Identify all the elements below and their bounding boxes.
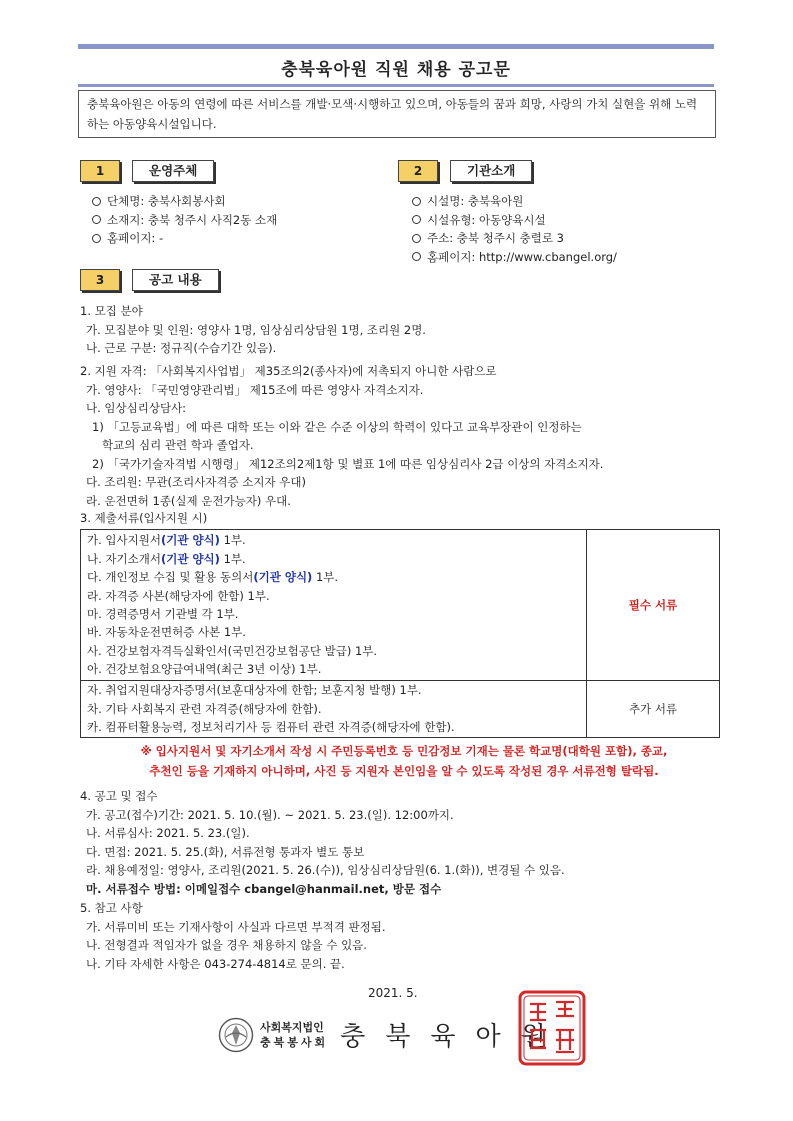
list-item: 홈페이지: http://www.cbangel.org/: [412, 248, 617, 267]
list-item: 시설명: 충북육아원: [412, 192, 617, 211]
reference-block: [80, 899, 720, 973]
bullet-icon: [412, 197, 421, 206]
section-2-list: [412, 192, 617, 266]
documents-heading: 3. 제출서류(입사지원 시): [80, 511, 208, 525]
list-item: 주소: 충북 청주시 충렬로 3: [412, 229, 617, 248]
qualification-block: [80, 362, 720, 510]
title-rule-bottom: [78, 84, 714, 87]
section-1-header: [80, 160, 214, 182]
notice-heading: 4. 공고 및 접수: [80, 789, 158, 803]
notice-block: [80, 787, 720, 898]
intro-box: 충북육아원은 아동의 연령에 따른 서비스를 개발·모색·시행하고 있으며, 아동들의 꿈과 희망, 사랑의 가치 실현을 위해 노력하는 아동양육시설입니다.: [78, 90, 716, 138]
doc-item: 자. 취업지원대상자증명서(보훈대상자에 한함; 보훈지청 발행) 1부.: [87, 683, 422, 698]
org-name: 충북육아원: [340, 1022, 566, 1052]
emblem-icon: [218, 1017, 254, 1053]
bullet-icon: [412, 252, 421, 261]
qualification-line-d: 라. 운전면허 1종(실제 운전가능자) 우대.: [86, 493, 291, 508]
doc-item: 아. 건강보험요양급여내역(최근 3년 이상) 1부.: [87, 662, 322, 677]
reference-line: 나. 기타 자세한 사항은 043-274-4814로 문의. 끝.: [86, 956, 345, 971]
issue-date: 2021. 5.: [368, 986, 418, 1000]
table-row: [81, 530, 720, 681]
additional-docs-tag: 추가 서류: [587, 681, 720, 738]
list-item: 단체명: 충북사회봉사회: [92, 192, 277, 211]
warning-line-2: 추천인 등을 기재하지 아니하며, 사진 등 지원자 본인임을 알 수 있도록 작성된 경우 서류전형 탈락됨.: [149, 764, 659, 778]
reference-line: 가. 서류미비 또는 기재사항이 사실과 다르면 부적격 판정됨.: [86, 919, 386, 934]
section-2-number: 2: [398, 160, 438, 182]
notice-line: 가. 공고(접수)기간: 2021. 5. 10.(월). ~ 2021. 5. 23.(일). 12:00까지.: [86, 807, 454, 822]
warning-note: [80, 741, 728, 781]
recruit-block: [80, 302, 720, 358]
doc-item: 다. 개인정보 수집 및 활용 동의서(기관 양식) 1부.: [87, 570, 339, 585]
doc-item: 카. 컴퓨터활용능력, 정보처리기사 등 컴퓨터 관련 자격증(해당자에 한함).: [87, 720, 455, 735]
qualification-line-c: 다. 조리원: 무관(조리사자격증 소지자 우대): [86, 475, 306, 489]
doc-item: 나. 자기소개서(기관 양식) 1부.: [87, 551, 246, 566]
bullet-icon: [412, 234, 421, 243]
documents-table: [80, 529, 720, 738]
warning-line-1: ※ 입사지원서 및 자기소개서 작성 시 주민등록번호 등 민감정보 기재는 물론 학교명(대학원 포함), 종교,: [140, 744, 668, 758]
section-1-number: 1: [80, 160, 120, 182]
notice-line: 다. 면접: 2021. 5. 25.(화), 서류전형 통과자 별도 통보: [86, 844, 365, 859]
title-bar: [78, 44, 714, 87]
reference-line: 나. 전형결과 적임자가 없을 경우 채용하지 않을 수 있음.: [86, 938, 367, 952]
qualification-sub-2: 2) 「국가기술자격법 시행령」 제12조의2제1항 및 별표 1에 따른 임상심리사 2급 이상의 자격소지자.: [92, 456, 604, 471]
section-1-list: [92, 192, 277, 248]
list-item: 소재지: 충북 청주시 사직2동 소재: [92, 211, 277, 230]
official-seal-stamp: [518, 990, 586, 1066]
recruit-line: 가. 모집분야 및 인원: 영양사 1명, 임상심리상담원 1명, 조리원 2명.: [86, 322, 426, 337]
doc-item: 가. 입사지원서(기관 양식) 1부.: [87, 533, 246, 548]
bullet-icon: [92, 234, 101, 243]
section-2-header: [398, 160, 532, 182]
qualification-line-a: 가. 영양사: 「국민영양관리법」 제15조에 따른 영양사 자격소지자.: [86, 382, 424, 397]
org-corporate-name: 사회복지법인 충북봉사회: [260, 1020, 329, 1049]
table-row: [81, 681, 720, 738]
required-docs-cell: [81, 530, 587, 681]
list-item: 홈페이지: -: [92, 229, 277, 248]
bullet-icon: [92, 215, 101, 224]
additional-docs-cell: [81, 681, 587, 738]
bullet-icon: [92, 197, 101, 206]
recruit-heading: 1. 모집 분야: [80, 304, 143, 318]
qualification-line-b: 나. 임상심리상담사:: [86, 401, 187, 415]
bullet-icon: [412, 215, 421, 224]
page-title: 충북육아원 직원 채용 공고문: [281, 60, 511, 80]
doc-item: 차. 기타 사회복지 관련 자격증(해당자에 한함).: [87, 701, 322, 716]
section-1-label: 운영주체: [132, 160, 214, 182]
doc-item: 사. 건강보험자격득실확인서(국민건강보험공단 발급) 1부.: [87, 643, 378, 658]
notice-line: 라. 채용예정일: 영양사, 조리원(2021. 5. 26.(수)), 임상심리상담원(6. 1.(화)), 변경될 수 있음.: [86, 863, 565, 877]
qualification-sub-1-cont: 학교의 심리 관련 학과 졸업자.: [102, 438, 254, 452]
section-3-label: 공고 내용: [132, 269, 219, 291]
notice-submission-line: 마. 서류접수 방법: 이메일접수 cbangel@hanmail.net, 방문 접수: [86, 881, 442, 896]
section-3-header: [80, 269, 219, 291]
recruit-line: 나. 근로 구분: 정규직(수습기간 있음).: [86, 341, 277, 355]
required-docs-tag: 필수 서류: [587, 530, 720, 681]
doc-item: 바. 자동차운전면허증 사본 1부.: [87, 625, 246, 640]
notice-line: 나. 서류심사: 2021. 5. 23.(일).: [86, 826, 250, 840]
section-3-number: 3: [80, 269, 120, 291]
doc-item: 라. 자격증 사본(해당자에 한함) 1부.: [87, 588, 270, 603]
section-2-label: 기관소개: [450, 160, 532, 182]
organization-signature: [218, 1016, 566, 1053]
reference-heading: 5. 참고 사항: [80, 901, 143, 915]
qualification-heading: 2. 지원 자격: 「사회복지사업법」 제35조의2(종사자)에 저촉되지 아니한 사람으로: [80, 364, 497, 378]
qualification-sub-1: 1) 「고등교육법」에 따른 대학 또는 이와 같은 수준 이상의 학력이 있다고 교육부장관이 인정하는: [92, 419, 582, 434]
list-item: 시설유형: 아동양육시설: [412, 211, 617, 230]
doc-item: 마. 경력증명서 기관별 각 1부.: [87, 607, 239, 621]
